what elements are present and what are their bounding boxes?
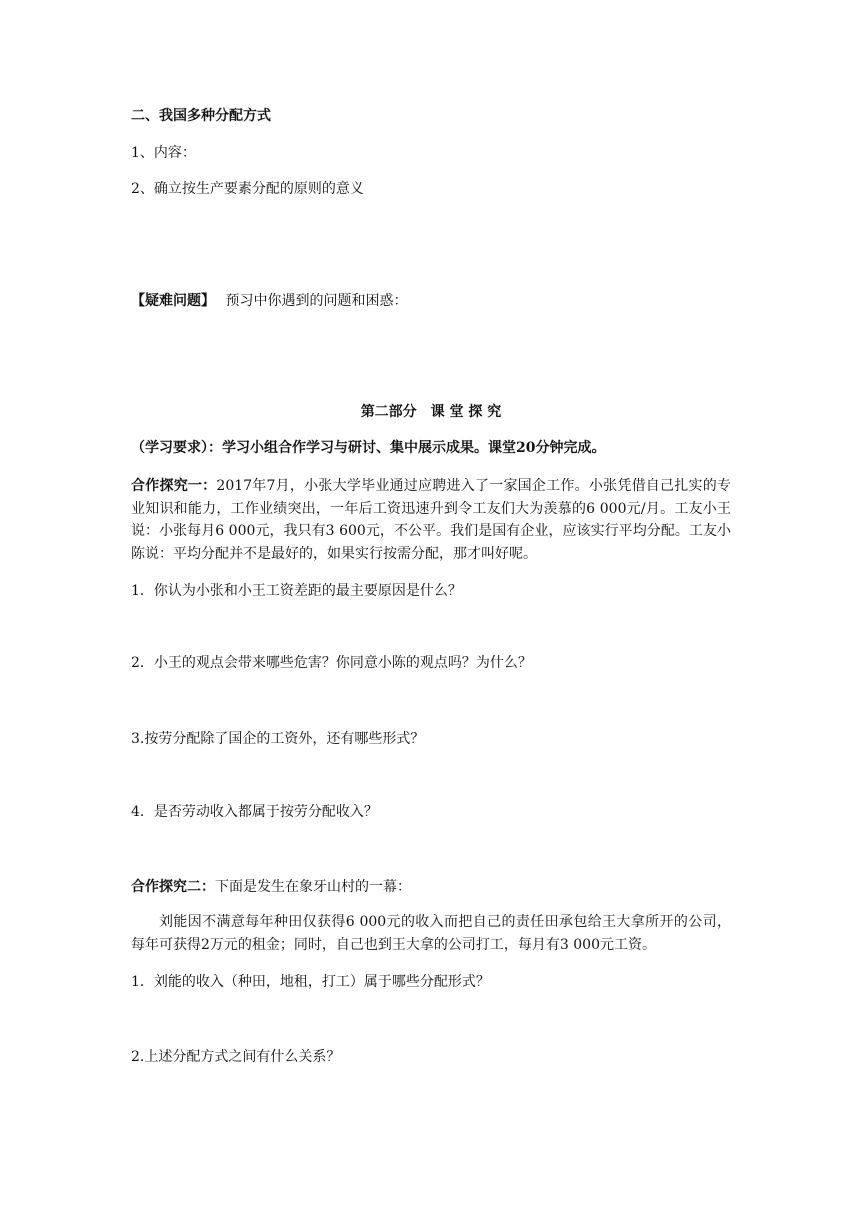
section2-item-2: 2、确立按生产要素分配的原则的意义 — [131, 181, 364, 197]
section2-item-1: 1、内容： — [131, 145, 196, 161]
section2-heading: 二、我国多种分配方式 — [131, 108, 271, 124]
part2-requirement: （学习要求）：学习小组合作学习与研讨、集中展示成果。课堂20分钟完成。 — [131, 440, 606, 456]
difficult-text: 预习中你遇到的问题和困惑： — [225, 293, 408, 309]
difficult-label: 【疑难问题】 — [131, 293, 215, 309]
explore1-label: 合作探究一： — [131, 478, 217, 494]
explore2-paragraph: 刘能因不满意每年种田仅获得6 000元的收入而把自己的责任田承包给王大拿所开的公司，每年可获得2万元的租金；同时，自己也到王大拿的公司打工，每月有3 000元工资。 — [131, 914, 731, 953]
explore2-label: 合作探究二： — [131, 879, 215, 895]
difficult-questions — [131, 291, 731, 311]
explore2-question-1: 1．刘能的收入（种田，地租，打工）属于哪些分配形式？ — [131, 974, 490, 990]
explore1-question-4: 4．是否劳动收入都属于按劳分配收入？ — [131, 804, 378, 820]
explore1-paragraph — [131, 475, 731, 565]
explore2-intro — [131, 877, 731, 897]
explore1-text: 2017年7月，小张大学毕业通过应聘进入了一家国企工作。小张凭借自己扎实的专业知识和能力，工作业绩突出，一年后工资迅速升到令工友们大为羡慕的6 000元/月。工友小王说：小张每月6 000元，我只有3 600元，不公平。我们是国有企业，应该实行平均分配。工友小陈说：平均分配并不是最好的，如果实行按需分配，那才叫好呢。 — [131, 478, 731, 562]
explore1-question-1: 1．你认为小张和小王工资差距的最主要原因是什么？ — [131, 583, 462, 599]
part2-title: 第二部分 课 堂 探 究 — [360, 404, 502, 420]
explore2-intro-text: 下面是发生在象牙山村的一幕： — [215, 879, 411, 895]
explore1-question-2: 2．小王的观点会带来哪些危害？你同意小陈的观点吗？为什么？ — [131, 655, 532, 671]
explore2-question-2: 2.上述分配方式之间有什么关系？ — [131, 1049, 341, 1065]
explore1-question-3: 3.按劳分配除了国企的工资外，还有哪些形式？ — [131, 731, 425, 747]
